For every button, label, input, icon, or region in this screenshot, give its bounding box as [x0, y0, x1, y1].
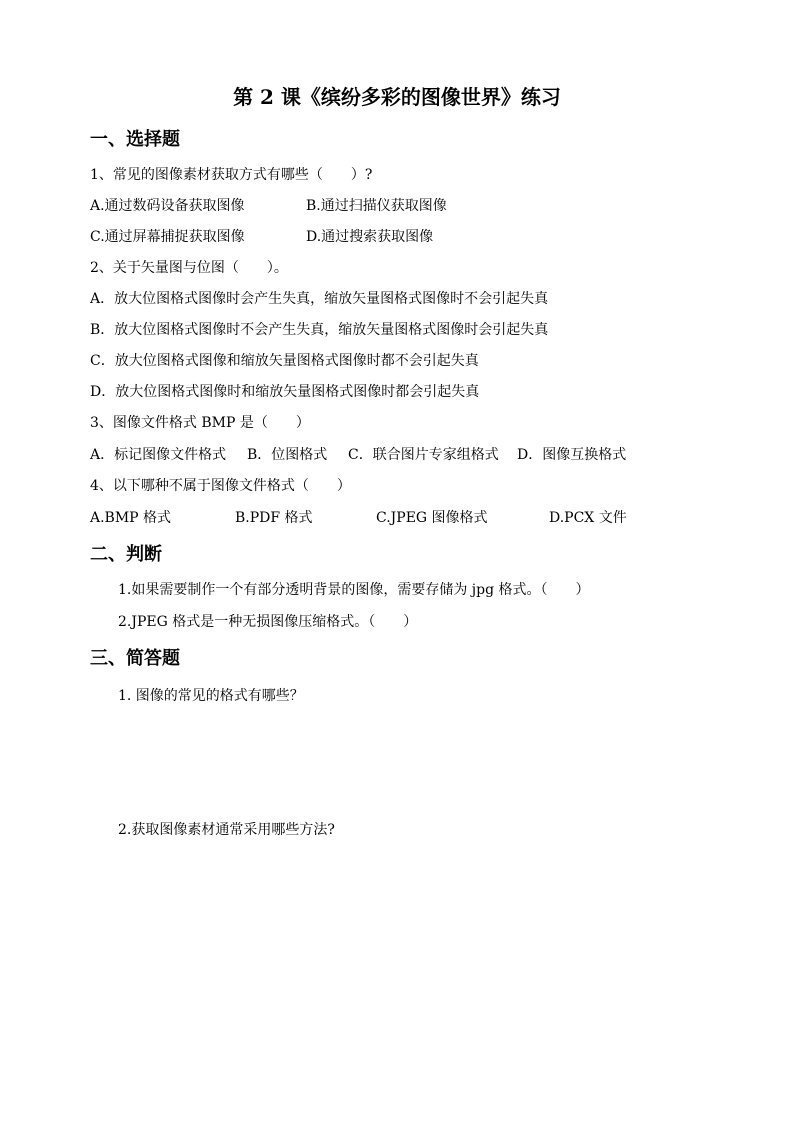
- judge-question-2: 2.JPEG 格式是一种无损图像压缩格式。（ ）: [118, 614, 418, 630]
- q2-option-b: B．放大位图格式图像时不会产生失真，缩放矢量图格式图像时会引起失真: [90, 322, 549, 338]
- question-2: 2、关于矢量图与位图（ ）。: [90, 260, 288, 276]
- q3-option-a: A．标记图像文件格式: [90, 447, 227, 463]
- q4-option-d: D.PCX 文件: [549, 510, 627, 526]
- q2-option-d: D．放大位图格式图像时和缩放矢量图格式图像时都会引起失真: [90, 384, 480, 400]
- q1-option-a: A.通过数码设备获取图像: [90, 198, 245, 214]
- question-4: 4、以下哪种不属于图像文件格式（ ）: [90, 478, 351, 494]
- question-3: 3、图像文件格式 BMP 是（ ）: [90, 415, 310, 431]
- section-heading-judge: 二、判断: [90, 544, 162, 565]
- q1-option-d: D.通过搜索获取图像: [306, 229, 434, 245]
- section-heading-short: 三、简答题: [90, 648, 180, 669]
- page-title: 第 2 课《缤纷多彩的图像世界》练习: [233, 85, 561, 109]
- q4-option-a: A.BMP 格式: [90, 510, 172, 526]
- q2-option-a: A．放大位图格式图像时会产生失真，缩放矢量图格式图像时不会引起失真: [90, 291, 549, 307]
- q4-option-c: C.JPEG 图像格式: [376, 510, 488, 526]
- question-1: 1、常见的图像素材获取方式有哪些（ ）?: [90, 167, 373, 183]
- q2-option-c: C．放大位图格式图像和缩放矢量图格式图像时都不会引起失真: [90, 353, 479, 369]
- q3-option-d: D．图像互换格式: [517, 447, 627, 463]
- section-heading-choice: 一、选择题: [90, 129, 180, 150]
- short-question-2: 2.获取图像素材通常采用哪些方法?: [118, 822, 335, 838]
- q3-option-b: B．位图格式: [247, 447, 328, 463]
- q1-option-c: C.通过屏幕捕捉获取图像: [90, 229, 245, 245]
- judge-question-1: 1.如果需要制作一个有部分透明背景的图像，需要存储为 jpg 格式。（ ）: [118, 582, 590, 598]
- q3-option-c: C．联合图片专家组格式: [348, 447, 499, 463]
- q1-option-b: B.通过扫描仪获取图像: [306, 198, 447, 214]
- q4-option-b: B.PDF 格式: [235, 510, 313, 526]
- short-question-1: 1. 图像的常见的格式有哪些？: [118, 688, 304, 704]
